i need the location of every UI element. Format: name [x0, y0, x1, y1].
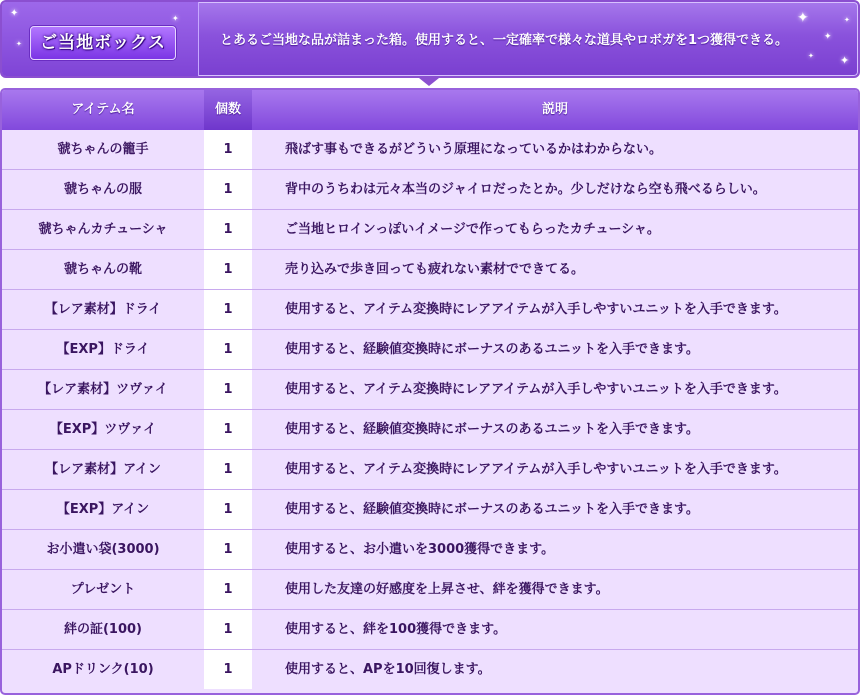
- item-table: [0, 88, 860, 695]
- item-name: 【EXP】ツヴァイ: [49, 422, 157, 437]
- banner-description: とあるご当地な品が詰まった箱。使用すると、一定確率で様々な道具やロボガを1つ獲得できる。: [220, 33, 789, 48]
- item-description: 使用すると、アイテム変換時にレアアイテムが入手しやすいユニットを入手できます。: [285, 302, 787, 317]
- item-count: 1: [204, 330, 252, 369]
- sparkle-icon: ✦: [172, 14, 179, 23]
- header-banner: [0, 0, 860, 78]
- item-name: 【レア素材】ツヴァイ: [38, 382, 168, 397]
- table-row: [2, 170, 858, 210]
- sparkle-icon: ✦: [840, 54, 850, 67]
- item-description: 使用すると、絆を100獲得できます。: [285, 622, 507, 637]
- sparkle-icon: ✦: [824, 32, 832, 42]
- item-description: 売り込みで歩き回っても疲れない素材でできてる。: [285, 262, 585, 277]
- item-name: プレゼント: [70, 582, 136, 597]
- item-count: 1: [204, 290, 252, 329]
- item-name: 虢ちゃんカチューシャ: [38, 222, 168, 237]
- table-row: [2, 290, 858, 330]
- item-description: 飛ばす事もできるがどういう原理になっているかはわからない。: [285, 142, 663, 157]
- item-count: 1: [204, 170, 252, 209]
- item-name: 絆の証(100): [63, 622, 143, 637]
- item-description: 使用すると、APを10回復します。: [285, 662, 491, 677]
- table-row: [2, 610, 858, 650]
- sparkle-icon: ✦: [16, 40, 22, 48]
- item-name: 【レア素材】アイン: [45, 462, 161, 477]
- item-count: 1: [204, 450, 252, 489]
- item-description: 背中のうちわは元々本当のジャイロだったとか。少しだけなら空も飛べるらしい。: [285, 182, 766, 197]
- table-row: [2, 370, 858, 410]
- item-count: 1: [204, 490, 252, 529]
- item-count: 1: [204, 410, 252, 449]
- item-count: 1: [204, 650, 252, 689]
- sparkle-icon: ✦: [844, 16, 850, 24]
- table-row: [2, 650, 858, 690]
- item-name: お小遣い袋(3000): [46, 542, 160, 557]
- sparkle-icon: ✦: [808, 52, 814, 60]
- header-count: 個数: [204, 90, 252, 130]
- item-name: 【EXP】アイン: [56, 502, 150, 517]
- item-count: 1: [204, 210, 252, 249]
- item-count: 1: [204, 610, 252, 649]
- item-count: 1: [204, 130, 252, 169]
- sparkle-icon: ✦: [797, 10, 809, 26]
- item-name: 虢ちゃんの靴: [63, 262, 142, 277]
- item-name: 【EXP】ドライ: [56, 342, 150, 357]
- item-count: 1: [204, 570, 252, 609]
- item-name: APドリンク(10): [52, 662, 154, 677]
- item-description: ご当地ヒロインっぽいイメージで作ってもらったカチューシャ。: [285, 222, 660, 237]
- table-body: [2, 130, 858, 690]
- item-name: 虢ちゃんの籠手: [57, 142, 149, 157]
- item-description: 使用すると、アイテム変換時にレアアイテムが入手しやすいユニットを入手できます。: [285, 382, 787, 397]
- item-description: 使用すると、アイテム変換時にレアアイテムが入手しやすいユニットを入手できます。: [285, 462, 787, 477]
- table-row: [2, 410, 858, 450]
- table-header: [2, 90, 858, 130]
- item-description: 使用すると、経験値変換時にボーナスのあるユニットを入手できます。: [285, 422, 699, 437]
- table-row: [2, 250, 858, 290]
- banner-title-area: [2, 2, 199, 76]
- table-row: [2, 570, 858, 610]
- item-count: 1: [204, 250, 252, 289]
- item-count: 1: [204, 530, 252, 569]
- item-name: 【レア素材】ドライ: [44, 302, 162, 317]
- title-badge: [30, 26, 176, 60]
- sparkle-icon: ✦: [10, 8, 19, 19]
- table-row: [2, 210, 858, 250]
- item-description: 使用すると、お小遣いを3000獲得できます。: [285, 542, 555, 557]
- item-description: 使用すると、経験値変換時にボーナスのあるユニットを入手できます。: [285, 502, 699, 517]
- banner-pointer-arrow: [419, 78, 439, 86]
- table-row: [2, 330, 858, 370]
- item-description: 使用すると、経験値変換時にボーナスのあるユニットを入手できます。: [285, 342, 699, 357]
- table-row: [2, 530, 858, 570]
- item-name: 虢ちゃんの服: [63, 182, 142, 197]
- header-item-name: アイテム名: [71, 102, 135, 117]
- table-row: [2, 490, 858, 530]
- table-row: [2, 130, 858, 170]
- banner-title: ご当地ボックス: [40, 33, 166, 53]
- item-description: 使用した友達の好感度を上昇させ、絆を獲得できます。: [285, 582, 609, 597]
- header-description: 説明: [541, 102, 568, 117]
- table-row: [2, 450, 858, 490]
- item-count: 1: [204, 370, 252, 409]
